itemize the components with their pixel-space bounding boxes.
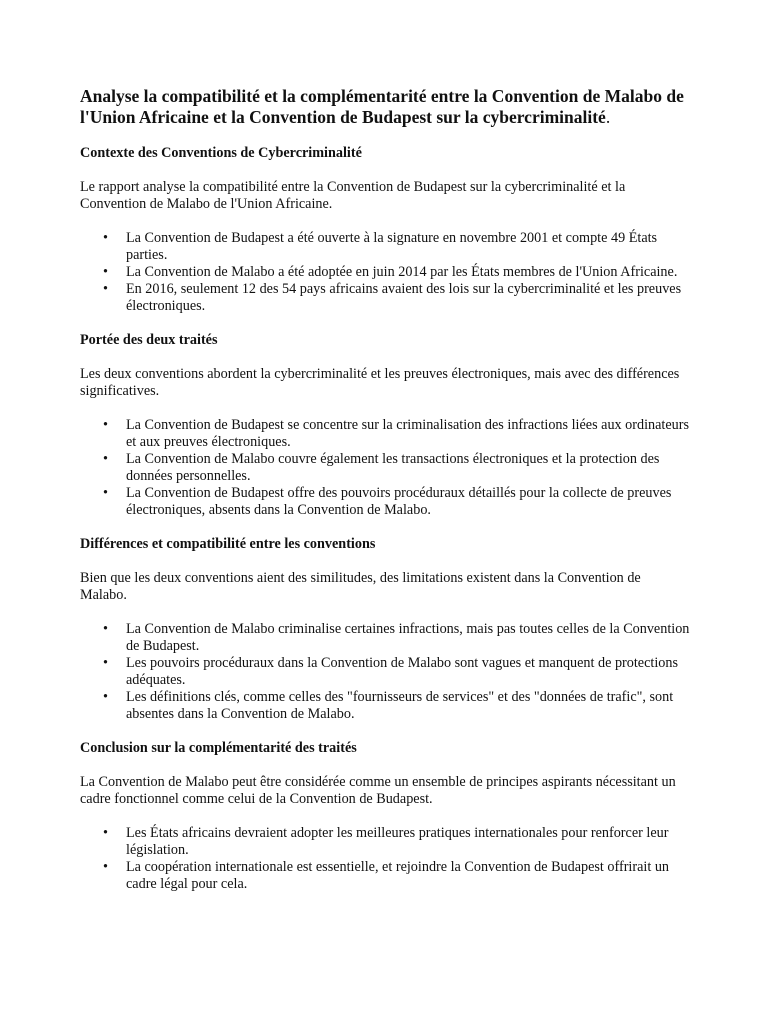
bullet-text: La Convention de Malabo criminalise certaines infractions, mais pas toutes celles de la Convention de Budapest. xyxy=(126,621,690,654)
bullet-item xyxy=(80,417,690,451)
bullet-list xyxy=(80,230,690,315)
document-title-period: . xyxy=(605,106,611,127)
section-differences xyxy=(80,536,690,723)
bullet-item xyxy=(80,621,690,655)
bullet-icon: • xyxy=(103,655,108,671)
section-scope xyxy=(80,332,690,519)
section-context xyxy=(80,145,690,315)
bullet-text: Les définitions clés, comme celles des "fournisseurs de services" et des "données de trafic", sont absentes dans la Convention de Malabo. xyxy=(126,689,674,722)
bullet-icon: • xyxy=(103,281,108,297)
bullet-text: La Convention de Budapest offre des pouvoirs procéduraux détaillés pour la collecte de preuves électroniques, absents dans la Convention de Malabo. xyxy=(126,485,672,518)
bullet-icon: • xyxy=(103,621,108,637)
bullet-icon: • xyxy=(103,417,108,433)
section-heading: Contexte des Conventions de Cybercriminalité xyxy=(80,145,362,161)
bullet-text: En 2016, seulement 12 des 54 pays africains avaient des lois sur la cybercriminalité et les preuves électroniques. xyxy=(126,281,682,314)
bullet-text: La coopération internationale est essentielle, et rejoindre la Convention de Budapest offrirait un cadre légal pour cela. xyxy=(126,859,670,892)
document-page xyxy=(80,86,690,910)
bullet-text: Les pouvoirs procéduraux dans la Convention de Malabo sont vagues et manquent de protections adéquates. xyxy=(126,655,678,688)
section-paragraph: Le rapport analyse la compatibilité entre la Convention de Budapest sur la cybercriminalité et la Convention de Malabo de l'Union Africaine. xyxy=(80,179,626,212)
bullet-icon: • xyxy=(103,230,108,246)
document-title xyxy=(80,86,690,127)
bullet-item xyxy=(80,655,690,689)
bullet-text: La Convention de Budapest se concentre sur la criminalisation des infractions liées aux ordinateurs et aux preuves électroniques. xyxy=(126,417,689,450)
section-heading: Différences et compatibilité entre les conventions xyxy=(80,536,376,552)
bullet-text: La Convention de Budapest a été ouverte à la signature en novembre 2001 et compte 49 États parties. xyxy=(126,230,658,263)
section-conclusion xyxy=(80,740,690,893)
section-paragraph: Bien que les deux conventions aient des similitudes, des limitations existent dans la Convention de Malabo. xyxy=(80,570,641,603)
section-paragraph: La Convention de Malabo peut être considérée comme un ensemble de principes aspirants nécessitant un cadre fonctionnel comme celui de la Convention de Budapest. xyxy=(80,774,676,807)
bullet-item xyxy=(80,281,690,315)
section-heading: Conclusion sur la complémentarité des traités xyxy=(80,740,357,756)
bullet-list xyxy=(80,621,690,723)
bullet-item xyxy=(80,451,690,485)
bullet-icon: • xyxy=(103,689,108,705)
bullet-icon: • xyxy=(103,264,108,280)
bullet-item xyxy=(80,825,690,859)
bullet-item xyxy=(80,264,690,281)
bullet-text: La Convention de Malabo couvre également les transactions électroniques et la protection des données personnelles. xyxy=(126,451,660,484)
bullet-item xyxy=(80,689,690,723)
bullet-icon: • xyxy=(103,451,108,467)
bullet-icon: • xyxy=(103,825,108,841)
bullet-icon: • xyxy=(103,859,108,875)
section-paragraph: Les deux conventions abordent la cybercriminalité et les preuves électroniques, mais avec des différences significatives. xyxy=(80,366,680,399)
bullet-text: Les États africains devraient adopter les meilleures pratiques internationales pour renforcer leur législation. xyxy=(126,825,669,858)
bullet-item xyxy=(80,230,690,264)
bullet-item xyxy=(80,485,690,519)
bullet-icon: • xyxy=(103,485,108,501)
bullet-text: La Convention de Malabo a été adoptée en juin 2014 par les États membres de l'Union Africaine. xyxy=(126,264,678,280)
bullet-item xyxy=(80,859,690,893)
bullet-list xyxy=(80,417,690,519)
document-title-text: Analyse la compatibilité et la complémentarité entre la Convention de Malabo de l'Union Africaine et la Convention de Budapest sur la cybercriminalité xyxy=(80,86,684,127)
bullet-list xyxy=(80,825,690,893)
section-heading: Portée des deux traités xyxy=(80,332,218,348)
